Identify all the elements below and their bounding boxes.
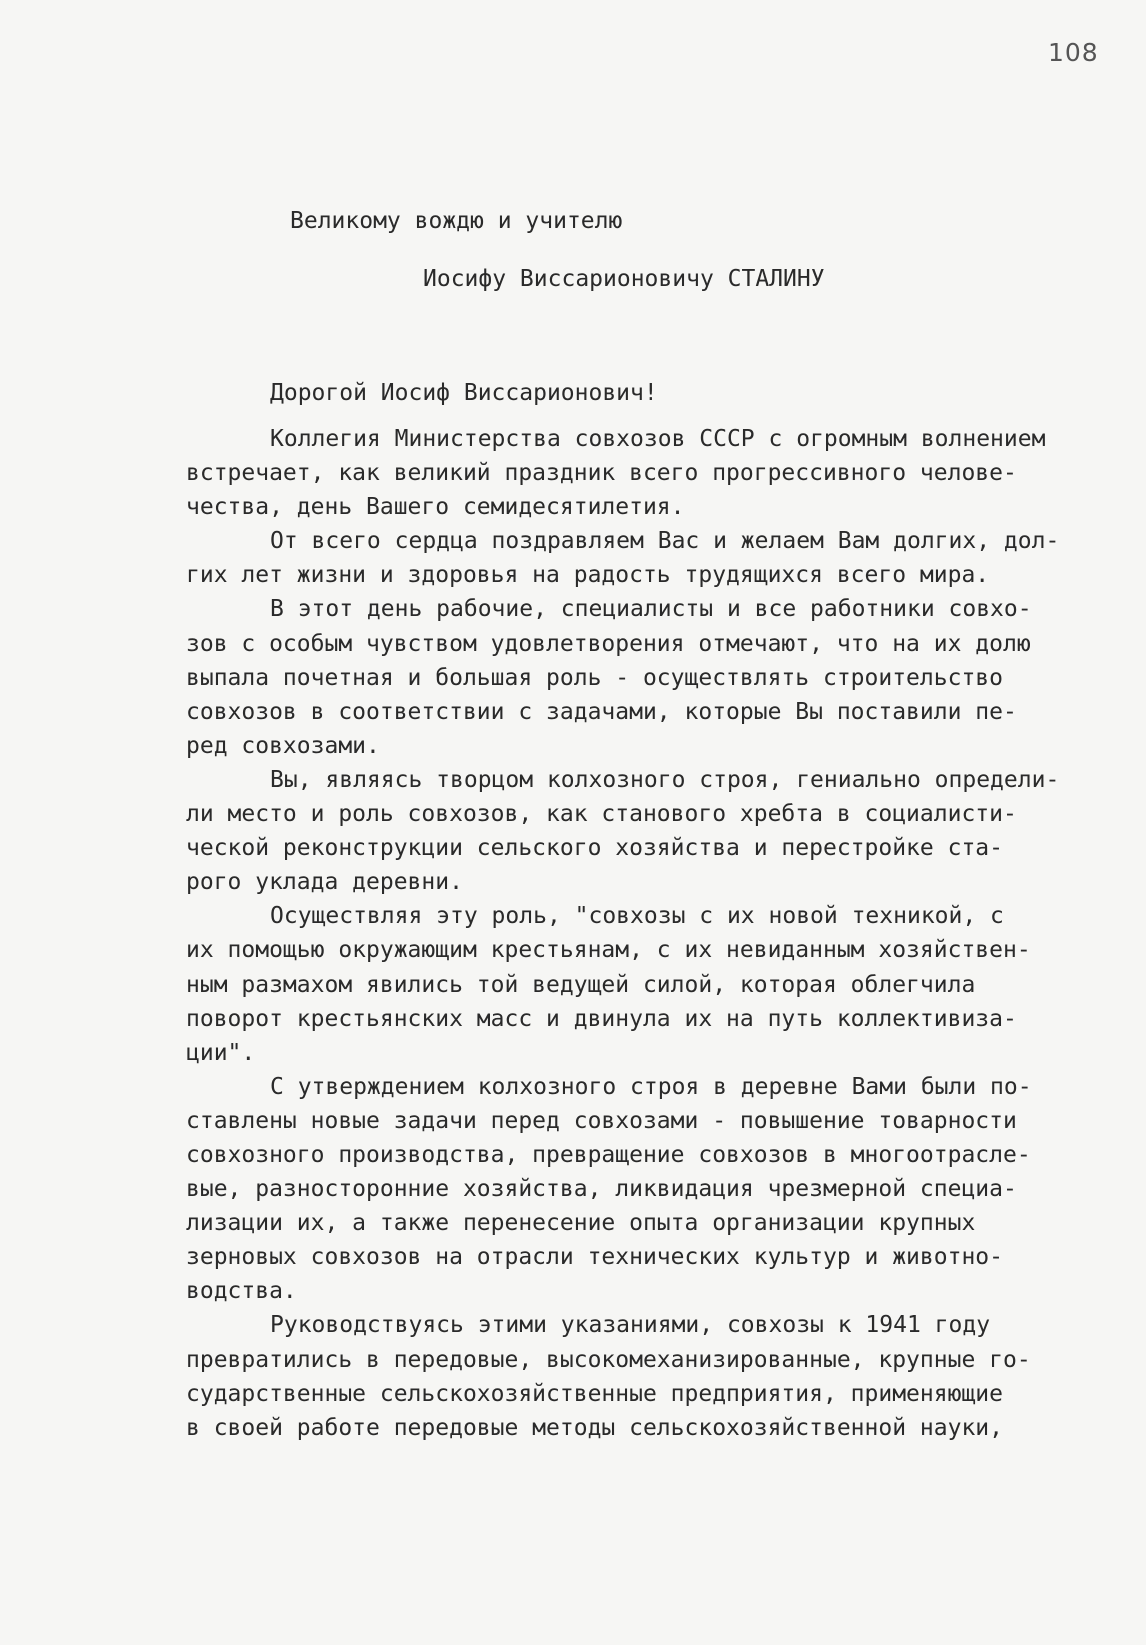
text-line: Вы, являясь творцом колхозного строя, гениально определи- <box>270 766 1060 793</box>
address-line-2: Иосифу Виссарионовичу СТАЛИНУ <box>423 266 825 292</box>
letter-body <box>186 422 1059 1445</box>
page-number: 108 <box>1048 38 1099 67</box>
text-line: выпала почетная и большая роль - осуществлять строительство <box>186 664 1003 691</box>
text-line: зерновых совхозов на отрасли технических культур и животно- <box>186 1244 1003 1271</box>
text-line: их помощью окружающим крестьянам, с их невиданным хозяйствен- <box>186 937 1031 964</box>
text-line: ным размахом явились той ведущей силой, которая облегчила <box>186 971 976 998</box>
text-line: ции". <box>186 1039 256 1066</box>
text-line: ческой реконструкции сельского хозяйства и перестройке ста- <box>186 835 1003 862</box>
text-line: С утверждением колхозного строя в деревне Вами были по- <box>270 1073 1032 1100</box>
address-line-1: Великому вождю и учителю <box>290 208 623 234</box>
text-line: ставлены новые задачи перед совхозами - повышение товарности <box>186 1107 1017 1134</box>
text-line: чества, день Вашего семидесятилетия. <box>186 494 685 521</box>
text-line: в своей работе передовые методы сельскохозяйственной науки, <box>186 1414 1003 1441</box>
text-line: совхозов в соответствии с задачами, которые Вы поставили пе- <box>186 698 1017 725</box>
text-line: поворот крестьянских масс и двинула их на путь коллективиза- <box>186 1005 1017 1032</box>
text-line: ред совхозами. <box>186 732 380 759</box>
text-line: В этот день рабочие, специалисты и все работники совхо- <box>270 596 1032 623</box>
text-line: рого уклада деревни. <box>186 869 463 896</box>
text-line: сударственные сельскохозяйственные предприятия, применяющие <box>186 1380 1003 1407</box>
text-line: Коллегия Министерства совхозов СССР с огромным волнением <box>270 426 1046 452</box>
text-line: превратились в передовые, высокомеханизированные, крупные го- <box>186 1346 1031 1373</box>
text-line: зов с особым чувством удовлетворения отмечают, что на их долю <box>186 630 1031 657</box>
text-line: вые, разносторонние хозяйства, ликвидация чрезмерной специа- <box>186 1176 1017 1203</box>
text-line: лизации их, а также перенесение опыта организации крупных <box>186 1210 976 1237</box>
text-line: ли место и роль совхозов, как станового хребта в социалисти- <box>186 801 1017 828</box>
text-line: совхозного производства, превращение совхозов в многоотрасле- <box>186 1141 1031 1168</box>
text-line: От всего сердца поздравляем Вас и желаем Вам долгих, дол- <box>270 528 1060 555</box>
text-line: встречает, как великий праздник всего прогрессивного челове- <box>186 460 1017 487</box>
text-line: водства. <box>186 1278 297 1305</box>
salutation: Дорогой Иосиф Виссарионович! <box>270 380 658 406</box>
text-line: Руководствуясь этими указаниями, совхозы к 1941 году <box>270 1312 991 1339</box>
text-line: гих лет жизни и здоровья на радость трудящихся всего мира. <box>186 562 990 589</box>
text-line: Осуществляя эту роль, "совхозы с их новой техникой, с <box>270 903 1004 930</box>
